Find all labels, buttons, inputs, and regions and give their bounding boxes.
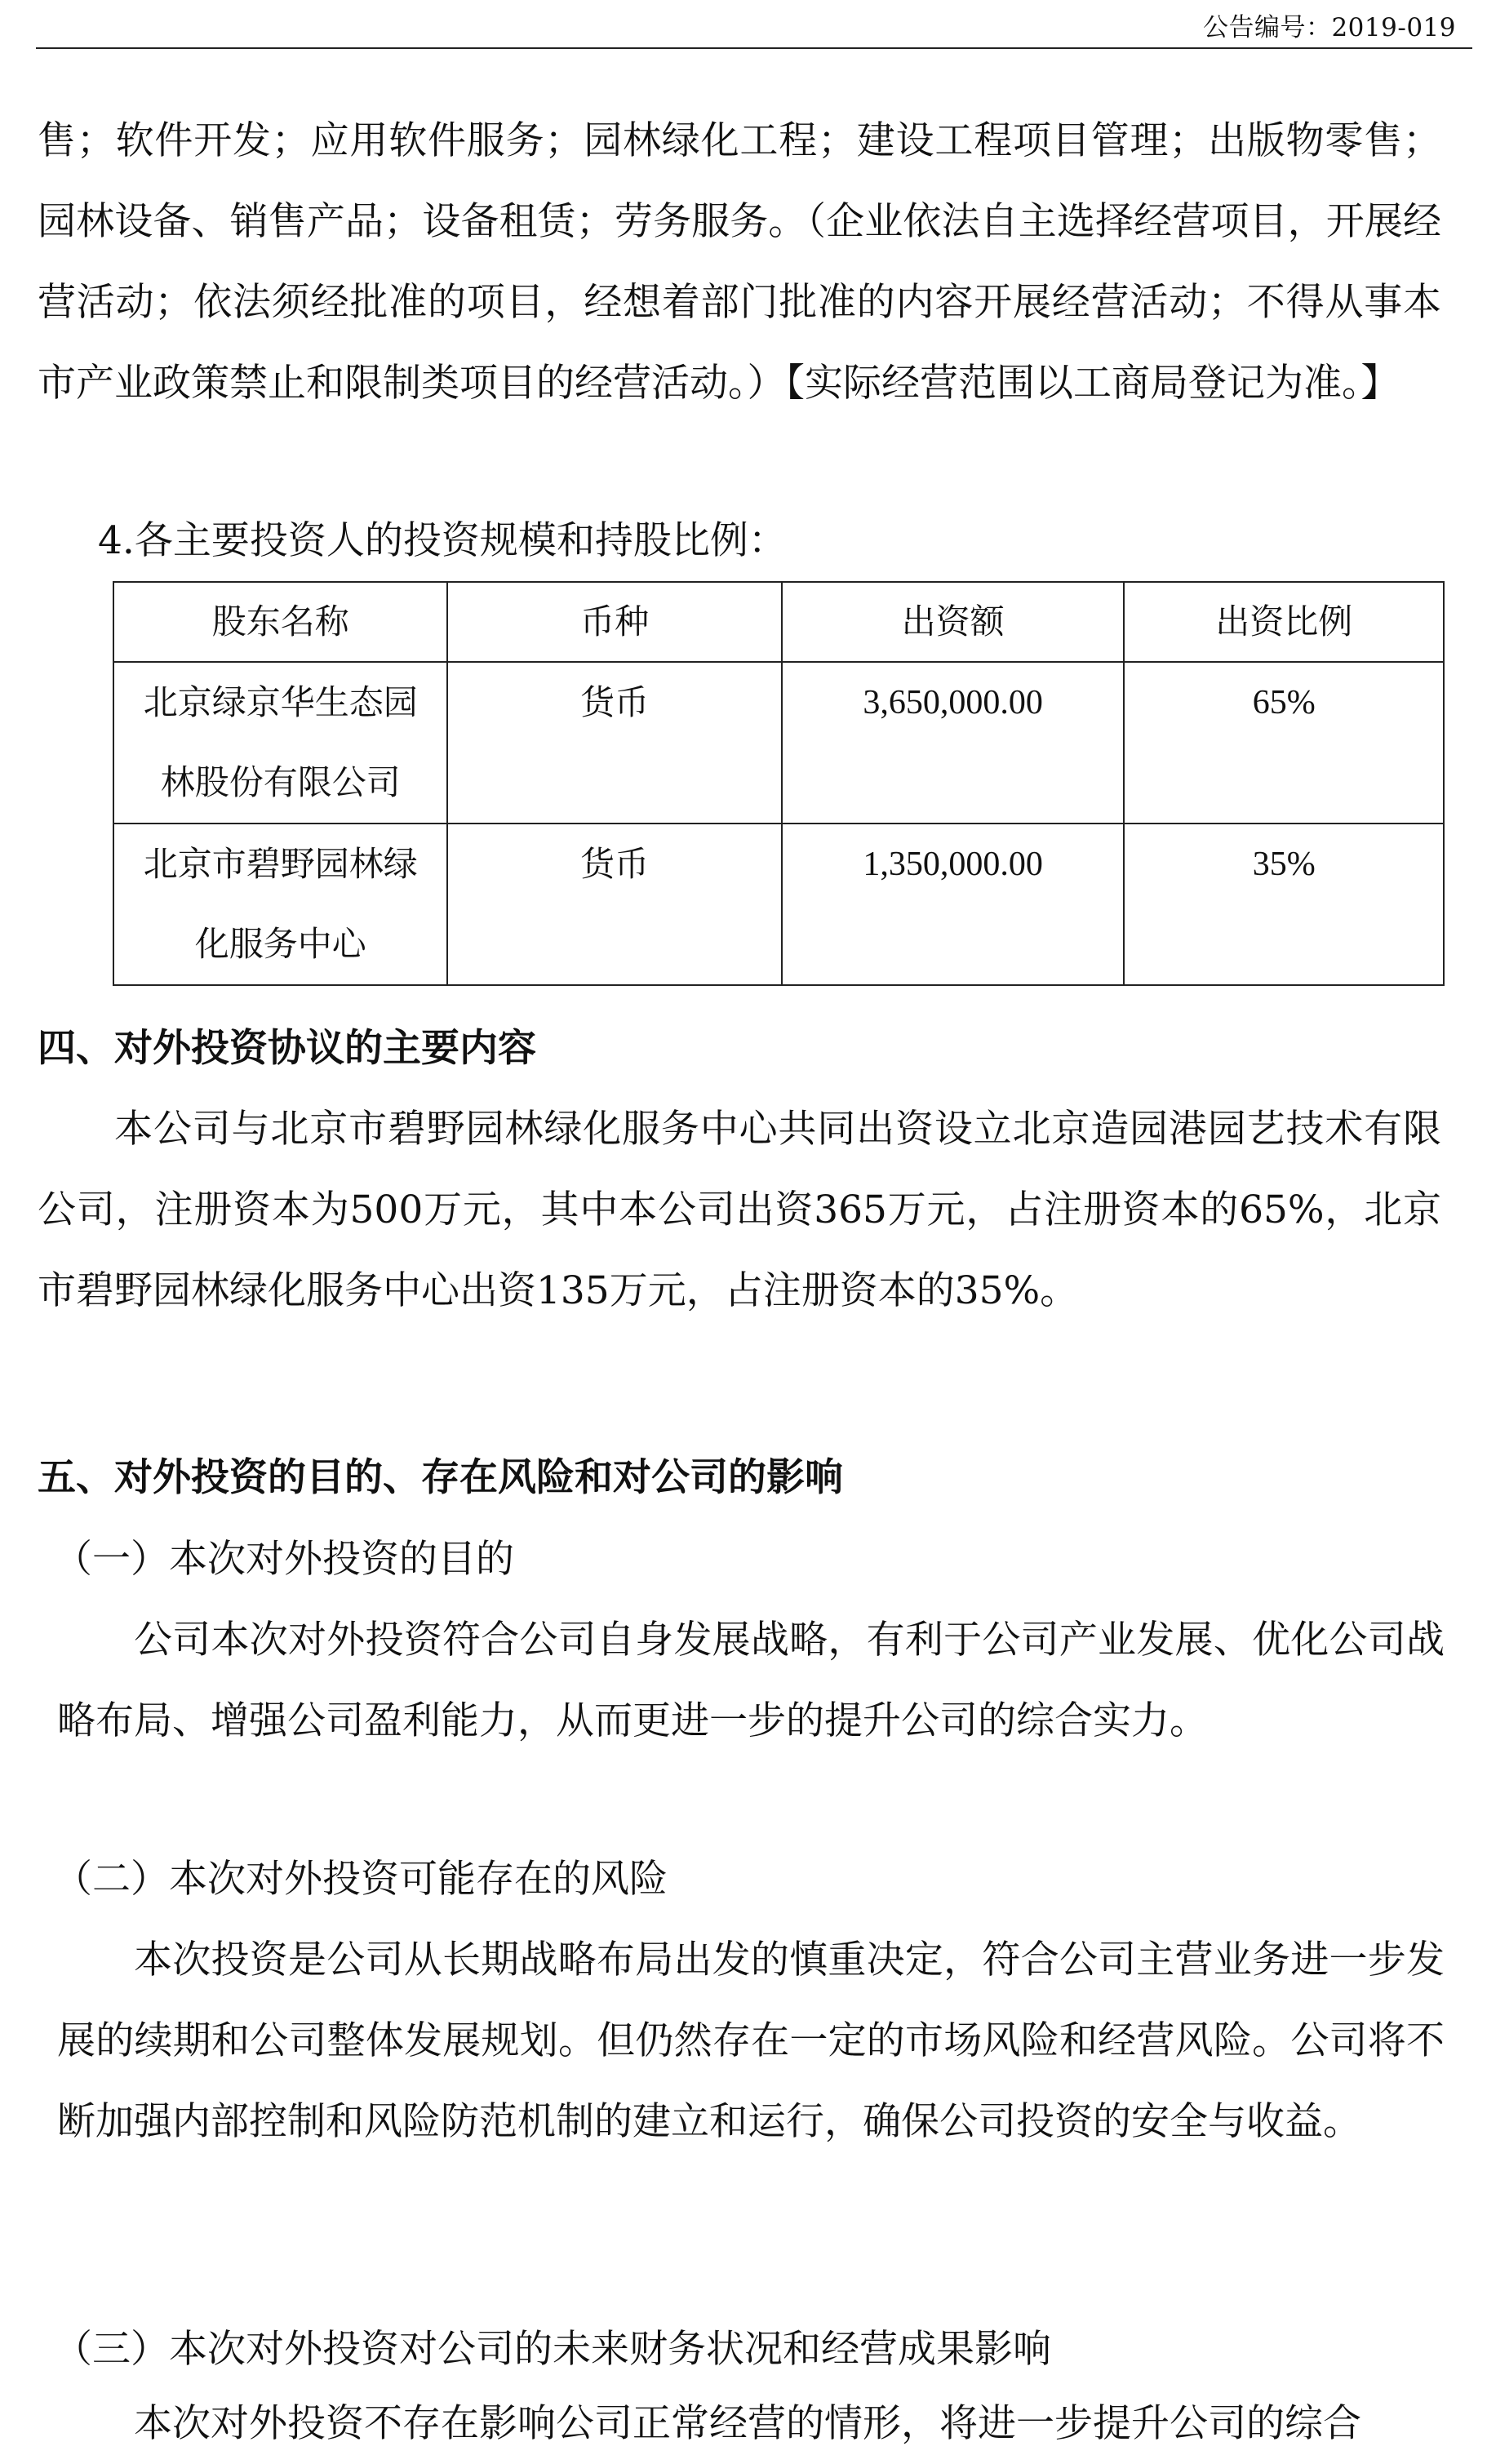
header-shareholder-name: 股东名称 [113,582,447,662]
section5-sub1-body: 公司本次对外投资符合公司自身发展战略，有利于公司产业发展、优化公司战略布局、增强公司盈利能力，从而更进一步的提升公司的综合实力。 [57,1618,1445,1743]
currency-cell: 货币 [447,824,781,985]
announcement-number: 公告编号：2019-019 [1202,13,1456,42]
shareholder-name-cell: 北京市碧野园林绿化服务中心 [113,824,447,985]
section4-heading: 四、对外投资协议的主要内容 [38,1026,536,1071]
header-amount: 出资额 [782,582,1125,662]
amount-cell: 1,350,000.00 [782,824,1125,985]
section5-sub1-heading: （一）本次对外投资的目的 [54,1537,514,1582]
business-scope-paragraph: 售；软件开发；应用软件服务；园林绿化工程；建设工程项目管理；出版物零售；园林设备、销售产品；设备租赁；劳务服务。（企业依法自主选择经营项目，开展经营活动；依法须经批准的项目，经想着部门批准的内容开展经营活动；不得从事本市产业政策禁止和限制类项目的经营活动。）【实际经营范围以工商局登记为准。】 [38,118,1441,406]
section5-sub3-heading: （三）本次对外投资对公司的未来财务状况和经营成果影响 [54,2327,1051,2372]
ratio-cell: 35% [1124,824,1444,985]
investor-table [113,581,1445,986]
header-ratio: 出资比例 [1124,582,1444,662]
section5-heading: 五、对外投资的目的、存在风险和对公司的影响 [38,1455,843,1500]
section5-sub3-body: 本次对外投资不存在影响公司正常经营的情形，将进一步提升公司的综合 [134,2401,1361,2446]
investor-section-title: 4.各主要投资人的投资规模和持股比例： [98,518,787,563]
table-row [113,662,1444,824]
ratio-cell: 65% [1124,662,1444,824]
header-currency: 币种 [447,582,781,662]
page-header [36,0,1472,49]
section5-sub2-heading: （二）本次对外投资可能存在的风险 [54,1857,668,1902]
shareholder-name-cell: 北京绿京华生态园林股份有限公司 [113,662,447,824]
section4-body: 本公司与北京市碧野园林绿化服务中心共同出资设立北京造园港园艺技术有限公司，注册资本为500万元，其中本公司出资365万元，占注册资本的65%，北京市碧野园林绿化服务中心出资135万元，占注册资本的35%。 [38,1107,1441,1313]
table-header-row [113,582,1444,662]
table-row [113,824,1444,985]
amount-cell: 3,650,000.00 [782,662,1125,824]
currency-cell: 货币 [447,662,781,824]
section5-sub2-body: 本次投资是公司从长期战略布局出发的慎重决定，符合公司主营业务进一步发展的续期和公司整体发展规划。但仍然存在一定的市场风险和经营风险。公司将不断加强内部控制和风险防范机制的建立和运行，确保公司投资的安全与收益。 [57,1938,1445,2144]
